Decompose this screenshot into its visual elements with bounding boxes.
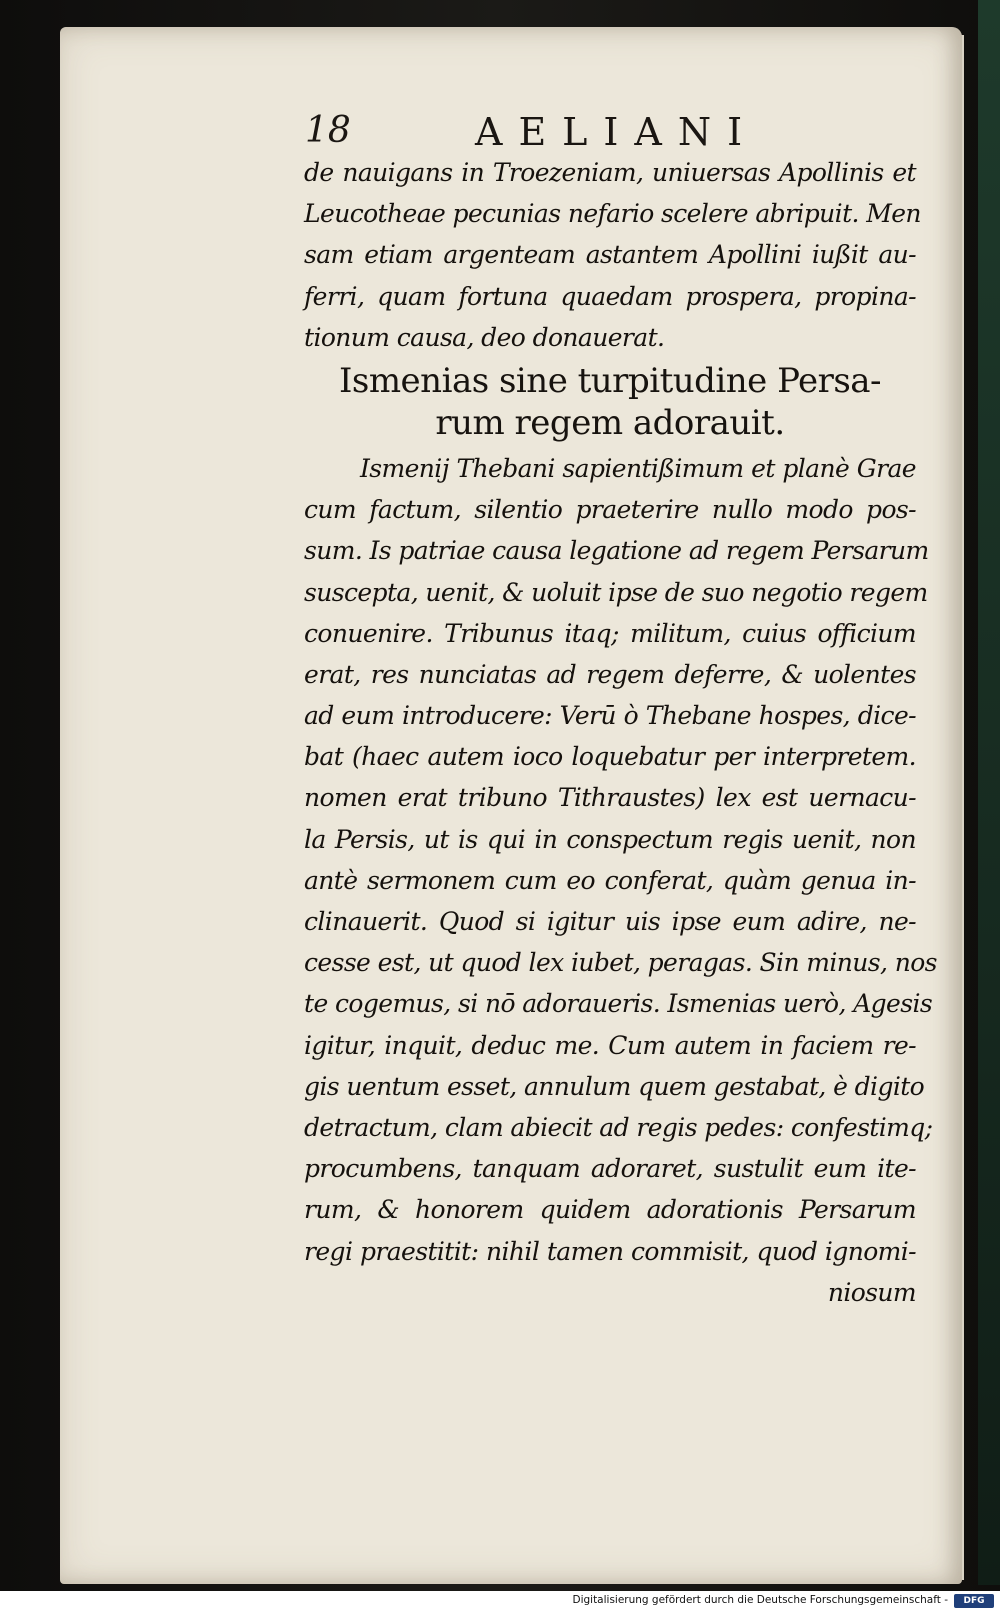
text-line: la Persis, ut is qui in conspectum regis uenit, non — [304, 824, 916, 854]
text-line: detractum, clam abiecit ad regis pedes: confestimq; — [304, 1112, 933, 1142]
running-title: AELIANI — [475, 110, 759, 154]
text-line: erat, res nunciatas ad regem deferre, & uolentes — [304, 659, 916, 689]
dfg-logo-icon: DFG — [954, 1594, 994, 1608]
text-line: sum. Is patriae causa legatione ad regem Persarum — [304, 536, 929, 566]
text-line: nomen erat tribuno Tithraustes) lex est uernacu- — [304, 783, 916, 813]
text-line: de nauigans in Troezeniam, uniuersas Apollinis et — [304, 158, 916, 187]
text-line: igitur, inquit, deduc me. Cum autem in faciem re- — [304, 1030, 916, 1060]
text-line: clinauerit. Quod si igitur uis ipse eum adire, ne- — [304, 907, 916, 936]
text-line: rum, & honorem quidem adorationis Persarum — [304, 1195, 916, 1225]
text-line: conuenire. Tribunus itaq; militum, cuius officium — [304, 618, 916, 648]
text-line: ad eum introducere: Verū ò Thebane hospes, dice- — [304, 701, 916, 731]
text-line: cum factum, silentio praeterire nullo modo pos- — [304, 495, 916, 525]
text-line: te cogemus, si nō adoraueris. Ismenias uerò, Agesis — [304, 989, 933, 1019]
section-heading: rum regem adorauit. — [435, 402, 785, 443]
text-line: regi praestitit: nihil tamen commisit, quod ignomi- — [304, 1236, 916, 1266]
text-block — [304, 152, 937, 1313]
text-line: suscepta, uenit, & uoluit ipse de suo negotio regem — [304, 577, 928, 607]
catchword: niosum — [827, 1277, 916, 1307]
text-line: tionum causa, deo donauerat. — [304, 322, 665, 352]
text-line: antè sermonem cum eo conferat, quàm genua in- — [304, 865, 916, 895]
text-line: gis uentum esset, annulum quem gestabat, è digito — [304, 1071, 925, 1101]
text-line: sam etiam argenteam astantem Apollini iußit au- — [304, 240, 916, 270]
text-line: ferri, quam fortuna quaedam prospera, propina- — [304, 281, 916, 311]
text-line: bat (haec autem ioco loquebatur per interpretem. — [304, 742, 916, 772]
text-line: Ismenij Thebani sapientißimum et planè Grae — [360, 453, 916, 483]
text-line: procumbens, tanquam adoraret, sustulit eum ite- — [304, 1154, 916, 1184]
funding-credit: Digitalisierung gefördert durch die Deutsche Forschungsgemeinschaft - — [572, 1594, 948, 1606]
page-number: 18 — [305, 110, 351, 151]
footer-bar — [0, 1591, 1000, 1611]
section-heading: Ismenias sine turpitudine Persa- — [338, 360, 882, 401]
text-line: Leucotheae pecunias nefario scelere abripuit. Men — [304, 199, 921, 229]
book-cover-edge — [978, 0, 1000, 1585]
text-line: cesse est, ut quod lex iubet, peragas. Sin minus, nos — [304, 948, 937, 978]
